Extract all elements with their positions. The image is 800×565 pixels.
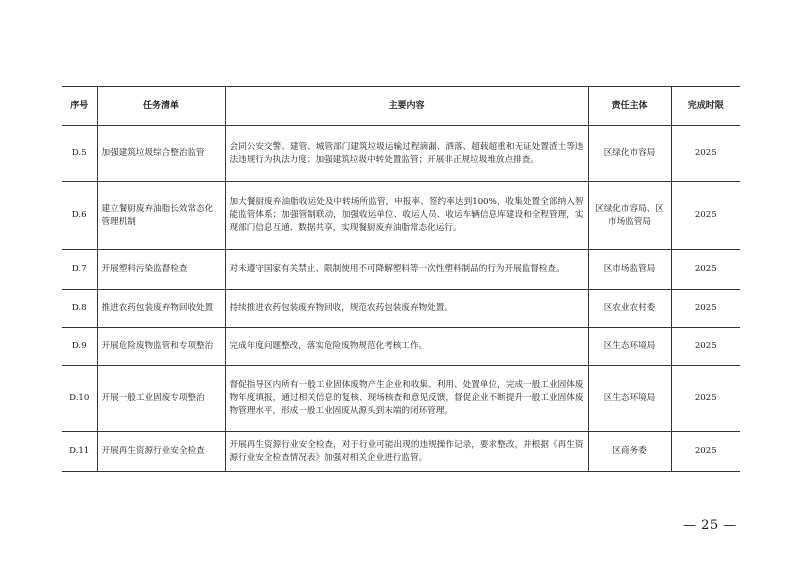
- cell-deadline: 2025: [671, 432, 740, 472]
- header-id: 序号: [62, 87, 97, 126]
- table-row: [62, 328, 740, 366]
- table-row: [62, 126, 740, 182]
- cell-deadline: 2025: [671, 126, 740, 182]
- cell-deadline: 2025: [671, 250, 740, 290]
- cell-owner: 区绿化市容局、区市场监管局: [588, 182, 671, 250]
- cell-content: 开展再生资源行业安全检查，对于行业可能出现的违规操作记录，要求整改，并根据《再生资源行业安全检查情况表》加强对相关企业进行监管。: [225, 432, 588, 472]
- cell-content: 督促指导区内所有一般工业固体废物产生企业和收集、利用、处置单位，完成一般工业固体废物年度填报，通过相关信息的复核、现场核查和意见反馈，督促企业不断提升一般工业固体废物管理水平，形成一般工业固废从源头到末端的闭环管理。: [225, 366, 588, 432]
- cell-task: 开展一般工业固废专项整治: [97, 366, 225, 432]
- cell-id: D.9: [62, 328, 97, 366]
- cell-id: D.6: [62, 182, 97, 250]
- page-number: — 25 —: [683, 518, 737, 533]
- cell-owner: 区农业农村委: [588, 290, 671, 328]
- header-deadline: 完成时限: [671, 87, 740, 126]
- cell-task: 开展塑料污染监督检查: [97, 250, 225, 290]
- cell-deadline: 2025: [671, 328, 740, 366]
- cell-deadline: 2025: [671, 366, 740, 432]
- cell-id: D.10: [62, 366, 97, 432]
- table-row: [62, 290, 740, 328]
- cell-owner: 区生态环境局: [588, 366, 671, 432]
- cell-task: 开展危险废物监管和专项整治: [97, 328, 225, 366]
- cell-id: D.5: [62, 126, 97, 182]
- table-header-row: [62, 87, 740, 126]
- cell-deadline: 2025: [671, 182, 740, 250]
- cell-task: 建立餐厨废弃油脂长效常态化管理机制: [97, 182, 225, 250]
- cell-task: 推进农药包装废弃物回收处置: [97, 290, 225, 328]
- cell-content: 对未遵守国家有关禁止、限制使用不可降解塑料等一次性塑料制品的行为开展监督检查。: [225, 250, 588, 290]
- cell-id: D.11: [62, 432, 97, 472]
- header-content: 主要内容: [225, 87, 588, 126]
- header-task: 任务清单: [97, 87, 225, 126]
- cell-content: 加大餐厨废弃油脂收运处及中转场所监管，申报率、签约率达到100%，收集处置全部纳入智能监管体系；加强管制联动，加强收运单位、收运人员、收运车辆信息库建设和全程管理，实现部门信息互通、数据共享，实现餐厨废弃油脂常态化运行。: [225, 182, 588, 250]
- cell-owner: 区绿化市容局: [588, 126, 671, 182]
- cell-content: 完成年度问题整改，落实危险废物规范化考核工作。: [225, 328, 588, 366]
- header-owner: 责任主体: [588, 87, 671, 126]
- cell-deadline: 2025: [671, 290, 740, 328]
- table-row: [62, 250, 740, 290]
- cell-id: D.7: [62, 250, 97, 290]
- table-row: [62, 182, 740, 250]
- cell-task: 开展再生资源行业安全检查: [97, 432, 225, 472]
- cell-content: 持续推进农药包装废弃物回收，规范农药包装废弃物处置。: [225, 290, 588, 328]
- cell-owner: 区生态环境局: [588, 328, 671, 366]
- cell-task: 加强建筑垃圾综合整治监管: [97, 126, 225, 182]
- table-row: [62, 432, 740, 472]
- cell-owner: 区商务委: [588, 432, 671, 472]
- cell-owner: 区市场监管局: [588, 250, 671, 290]
- cell-id: D.8: [62, 290, 97, 328]
- task-table: [62, 86, 740, 472]
- table-row: [62, 366, 740, 432]
- cell-content: 会同公安交警、建管、城管部门建筑垃圾运输过程滴漏、洒落、超载超重和无证处置渣土等违法违规行为执法力度；加强建筑垃圾中转处置监管；开展非正规垃圾堆放点排查。: [225, 126, 588, 182]
